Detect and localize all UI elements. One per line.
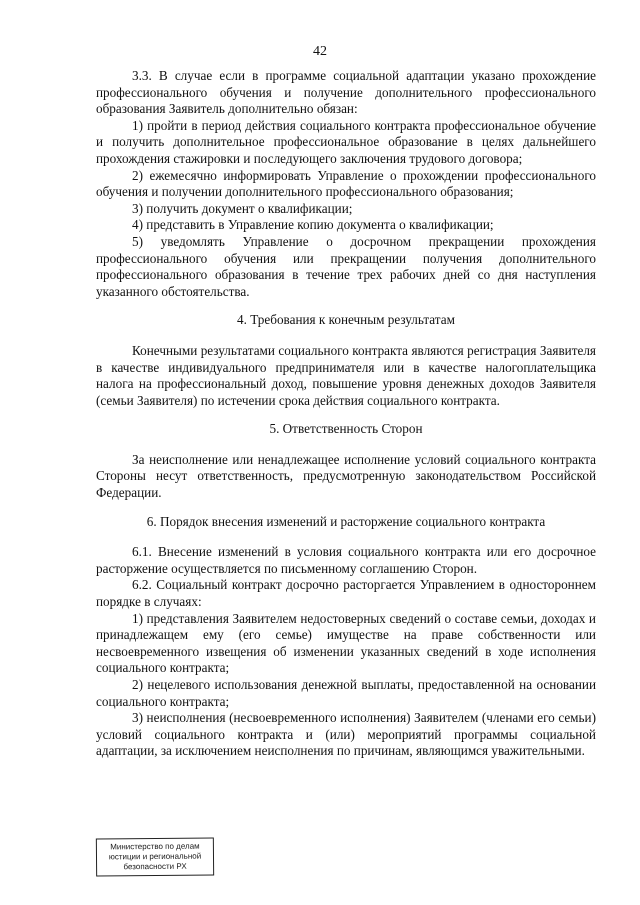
list-item-3-3-5: 5) уведомлять Управление о досрочном прекращении прохождения профессионального обучения или прекращении получения дополнительного профессионального образования в течение трех рабочих дней со дня наступления указанного обстоятельства. [96, 233, 596, 299]
list-item-3-3-3: 3) получить документ о квалификации; [132, 200, 353, 216]
list-item-6-2-2: 2) нецелевого использования денежной выплаты, предоставленной на основании социального контракта; [96, 677, 596, 709]
list-item-6-2-3: 3) неисполнения (несвоевременного исполнения) Заявителем (членами его семьи) условий социального контракта и (или) мероприятий программы социальной адаптации, за исключением неисполнения по причинам, являющимся уважительными. [96, 710, 596, 759]
list-item-3-3-2: 2) ежемесячно информировать Управление о прохождении профессионального обучения и получении дополнительного профессионального образования; [96, 167, 596, 200]
stamp-line: безопасности РХ [123, 861, 187, 872]
document-body [96, 68, 596, 760]
paragraph-3-3: 3.3. В случае если в программе социальной адаптации указано прохождение профессионального обучения и получение дополнительного профессионального образования Заявитель дополнительно обязан: [96, 68, 596, 117]
paragraph-5: За неисполнение или ненадлежащее исполнение условий социального контракта Стороны несут ответственность, предусмотренную законодательством Российской Федерации. [96, 451, 596, 501]
page-number: 42 [313, 44, 327, 59]
list-item-3-3-4: 4) представить в Управление копию документа о квалификации; [132, 217, 494, 233]
stamp-line: юстиции и региональной [108, 851, 202, 862]
paragraph-4: Конечными результатами социального контракта являются регистрация Заявителя в качестве индивидуального предпринимателя или в качестве налогоплательщика налога на профессиональный доход, повышение уровня денежных доходов Заявителя (семьи Заявителя) по истечении срока действия социального контракта. [96, 342, 596, 408]
section-heading-4: 4. Требования к конечным результатам [237, 312, 455, 328]
stamp-line: Министерство по делам [110, 841, 200, 852]
list-item-6-2-1: 1) представления Заявителем недостоверных сведений о составе семьи, доходах и принадлежащем ему (его семье) имуществе на праве собственности или несвоевременного извещения об изменении указанных сведений в ходе исполнения социального контракта; [96, 610, 596, 676]
paragraph-6-1: 6.1. Внесение изменений в условия социального контракта или его досрочное расторжение осуществляется по письменному соглашению Сторон. [96, 544, 596, 576]
ministry-stamp [96, 837, 214, 876]
section-heading-6: 6. Порядок внесения изменений и расторжение социального контракта [146, 513, 546, 529]
section-heading-5: 5. Ответственность Сторон [269, 421, 423, 437]
paragraph-6-2: 6.2. Социальный контракт досрочно расторгается Управлением в одностороннем порядке в случаях: [96, 577, 596, 610]
list-item-3-3-1: 1) пройти в период действия социального контракта профессиональное обучение и получить дополнительное профессиональное образование в целях дальнейшего прохождения стажировки и последующего заключения трудового договора; [96, 117, 596, 166]
